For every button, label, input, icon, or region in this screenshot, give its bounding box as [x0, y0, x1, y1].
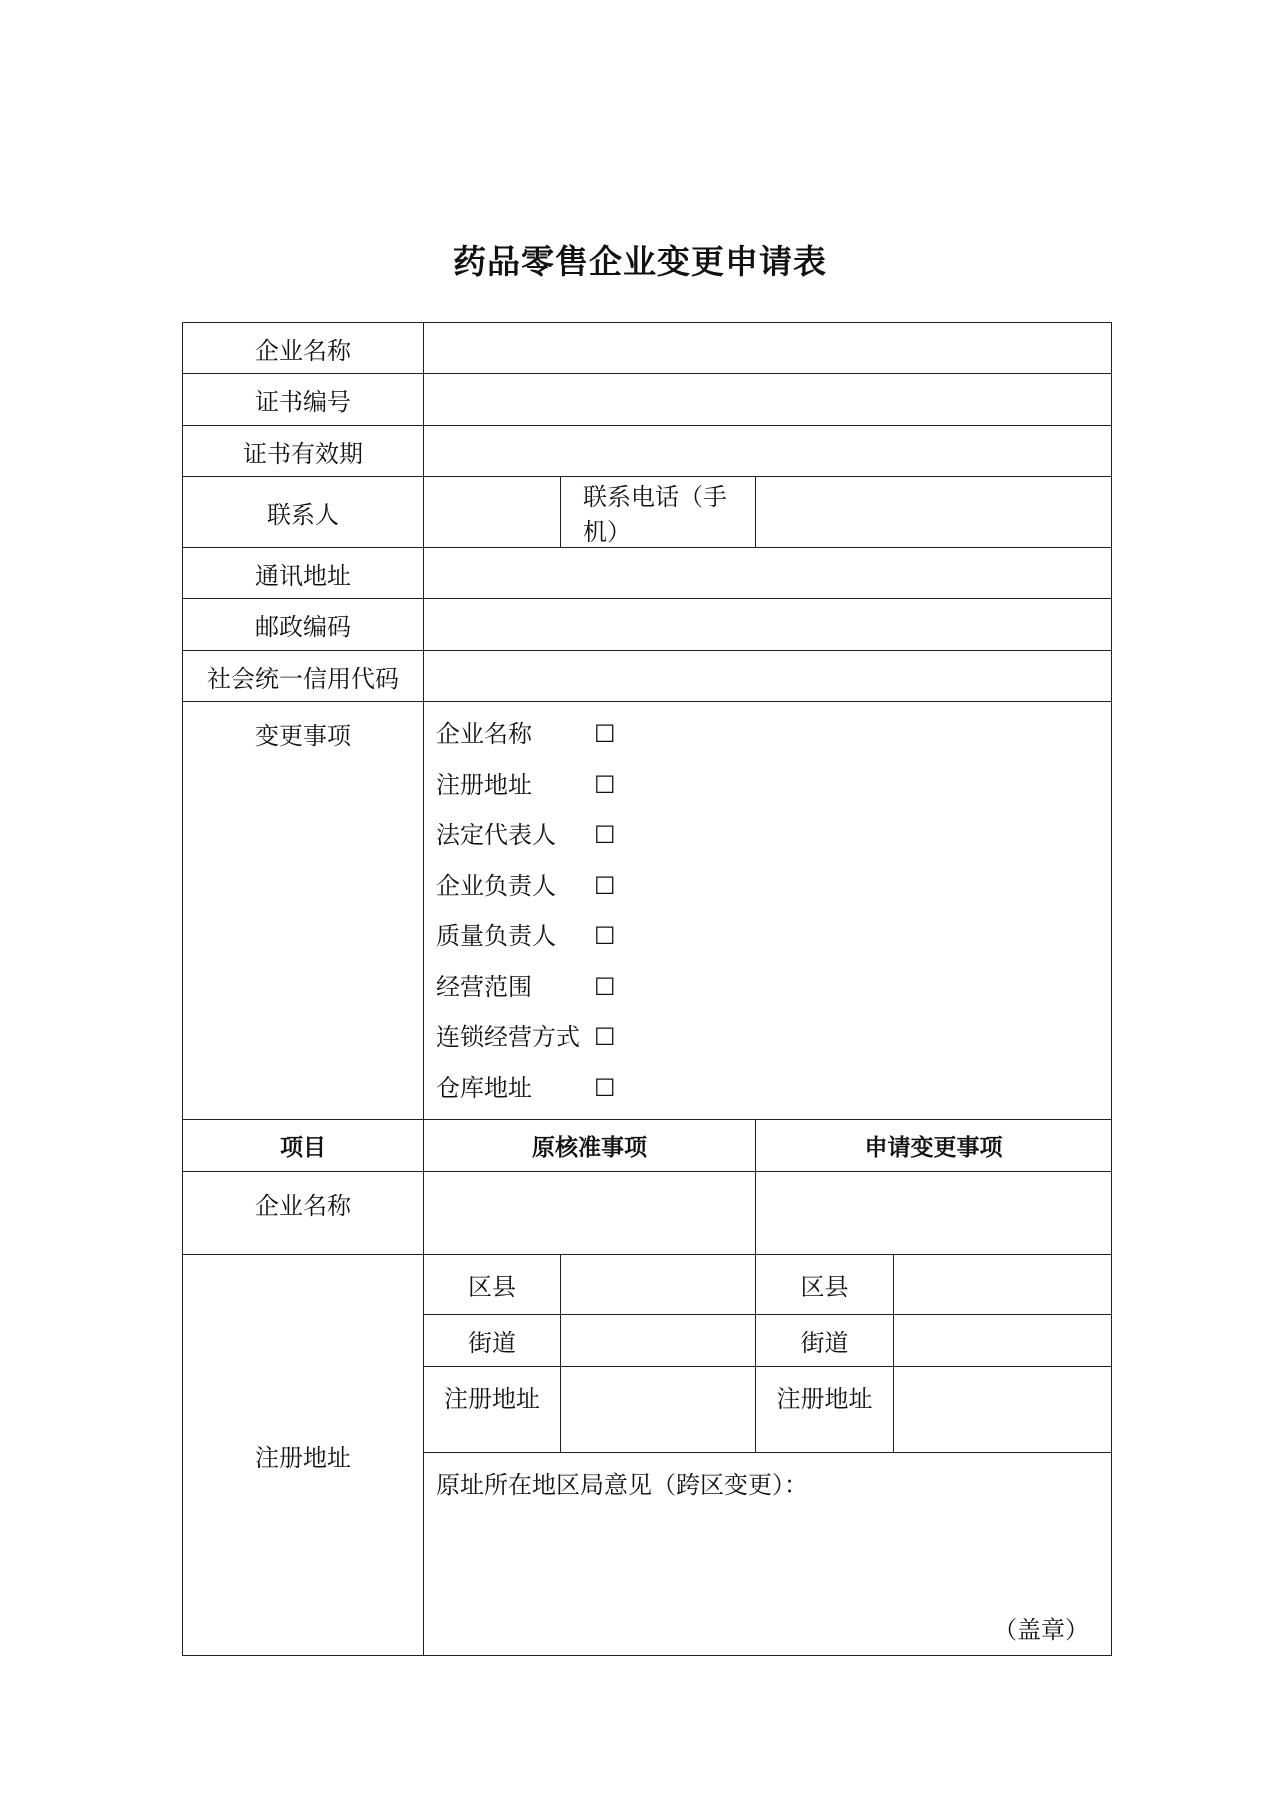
change-item[interactable] — [436, 962, 1111, 1013]
change-item-label: 企业名称 — [436, 720, 532, 748]
cert-no-label: 证书编号 — [183, 374, 424, 426]
change-items-list — [424, 702, 1112, 1120]
cert-validity-label: 证书有效期 — [183, 426, 424, 477]
requested-header: 申请变更事项 — [756, 1120, 1112, 1172]
change-item-label: 连锁经营方式 — [436, 1023, 580, 1051]
change-item-label: 经营范围 — [436, 972, 532, 1001]
contact-phone-field[interactable] — [756, 477, 1112, 548]
requested-address-label: 注册地址 — [756, 1367, 894, 1453]
requested-address-field[interactable] — [894, 1367, 1112, 1453]
row-cert-no — [183, 374, 1112, 426]
checkbox-icon[interactable]: ☐ — [594, 1023, 616, 1051]
contact-field[interactable] — [424, 477, 561, 548]
item-header: 项目 — [183, 1120, 424, 1172]
checkbox-icon[interactable]: ☐ — [594, 770, 616, 799]
original-street-field[interactable] — [561, 1315, 756, 1367]
row-district — [183, 1255, 1112, 1315]
change-item[interactable] — [436, 1063, 1111, 1114]
application-form-table — [182, 322, 1112, 1656]
original-address-label: 注册地址 — [424, 1367, 561, 1453]
row-contact — [183, 477, 1112, 548]
change-item[interactable] — [436, 1012, 1111, 1063]
row-credit-code — [183, 651, 1112, 702]
checkbox-icon[interactable]: ☐ — [594, 871, 616, 900]
change-item[interactable] — [436, 911, 1111, 962]
credit-code-label: 社会统一信用代码 — [183, 651, 424, 702]
requested-street-field[interactable] — [894, 1315, 1112, 1367]
cert-validity-field[interactable] — [424, 426, 1112, 477]
change-item[interactable] — [436, 861, 1111, 912]
mail-address-label: 通讯地址 — [183, 548, 424, 599]
contact-label: 联系人 — [183, 477, 424, 548]
original-street-label: 街道 — [424, 1315, 561, 1367]
original-district-field[interactable] — [561, 1255, 756, 1315]
change-item[interactable] — [436, 810, 1111, 861]
cert-no-field[interactable] — [424, 374, 1112, 426]
contact-phone-label: 联系电话（手机） — [561, 477, 756, 548]
row-cert-validity — [183, 426, 1112, 477]
checkbox-icon[interactable]: ☐ — [594, 821, 616, 849]
seal-label: （盖章） — [993, 1616, 1090, 1644]
change-item[interactable] — [436, 760, 1111, 811]
requested-company-name-field[interactable] — [756, 1172, 1112, 1255]
company-name-field[interactable] — [424, 323, 1112, 374]
checkbox-icon[interactable]: ☐ — [594, 1073, 616, 1102]
comparison-company-name-label: 企业名称 — [183, 1172, 424, 1255]
change-item[interactable] — [436, 709, 1111, 760]
page-title: 药品零售企业变更申请表 — [453, 242, 827, 281]
checkbox-icon[interactable]: ☐ — [594, 972, 616, 1001]
checkbox-icon[interactable]: ☐ — [594, 720, 616, 748]
change-items-label: 变更事项 — [183, 702, 424, 1120]
postal-code-label: 邮政编码 — [183, 599, 424, 651]
postal-code-field[interactable] — [424, 599, 1112, 651]
original-address-field[interactable] — [561, 1367, 756, 1453]
row-change-items — [183, 702, 1112, 1120]
requested-street-label: 街道 — [756, 1315, 894, 1367]
row-postal-code — [183, 599, 1112, 651]
original-header: 原核准事项 — [424, 1120, 756, 1172]
row-company-name — [183, 323, 1112, 374]
opinion-label: 原址所在地区局意见（跨区变更）： — [436, 1471, 808, 1499]
mail-address-field[interactable] — [424, 548, 1112, 599]
change-item-label: 法定代表人 — [436, 821, 556, 849]
row-comparison-company-name — [183, 1172, 1112, 1255]
change-item-label: 仓库地址 — [436, 1073, 532, 1102]
row-mail-address — [183, 548, 1112, 599]
original-district-label: 区县 — [424, 1255, 561, 1315]
change-item-label: 注册地址 — [436, 770, 532, 799]
credit-code-field[interactable] — [424, 651, 1112, 702]
row-comparison-header — [183, 1120, 1112, 1172]
reg-address-label: 注册地址 — [183, 1255, 424, 1656]
requested-district-field[interactable] — [894, 1255, 1112, 1315]
change-item-label: 企业负责人 — [436, 871, 556, 900]
company-name-label: 企业名称 — [183, 323, 424, 374]
requested-district-label: 区县 — [756, 1255, 894, 1315]
checkbox-icon[interactable]: ☐ — [594, 922, 616, 950]
change-item-label: 质量负责人 — [436, 922, 556, 950]
opinion-cell[interactable] — [424, 1453, 1112, 1656]
original-company-name-field[interactable] — [424, 1172, 756, 1255]
